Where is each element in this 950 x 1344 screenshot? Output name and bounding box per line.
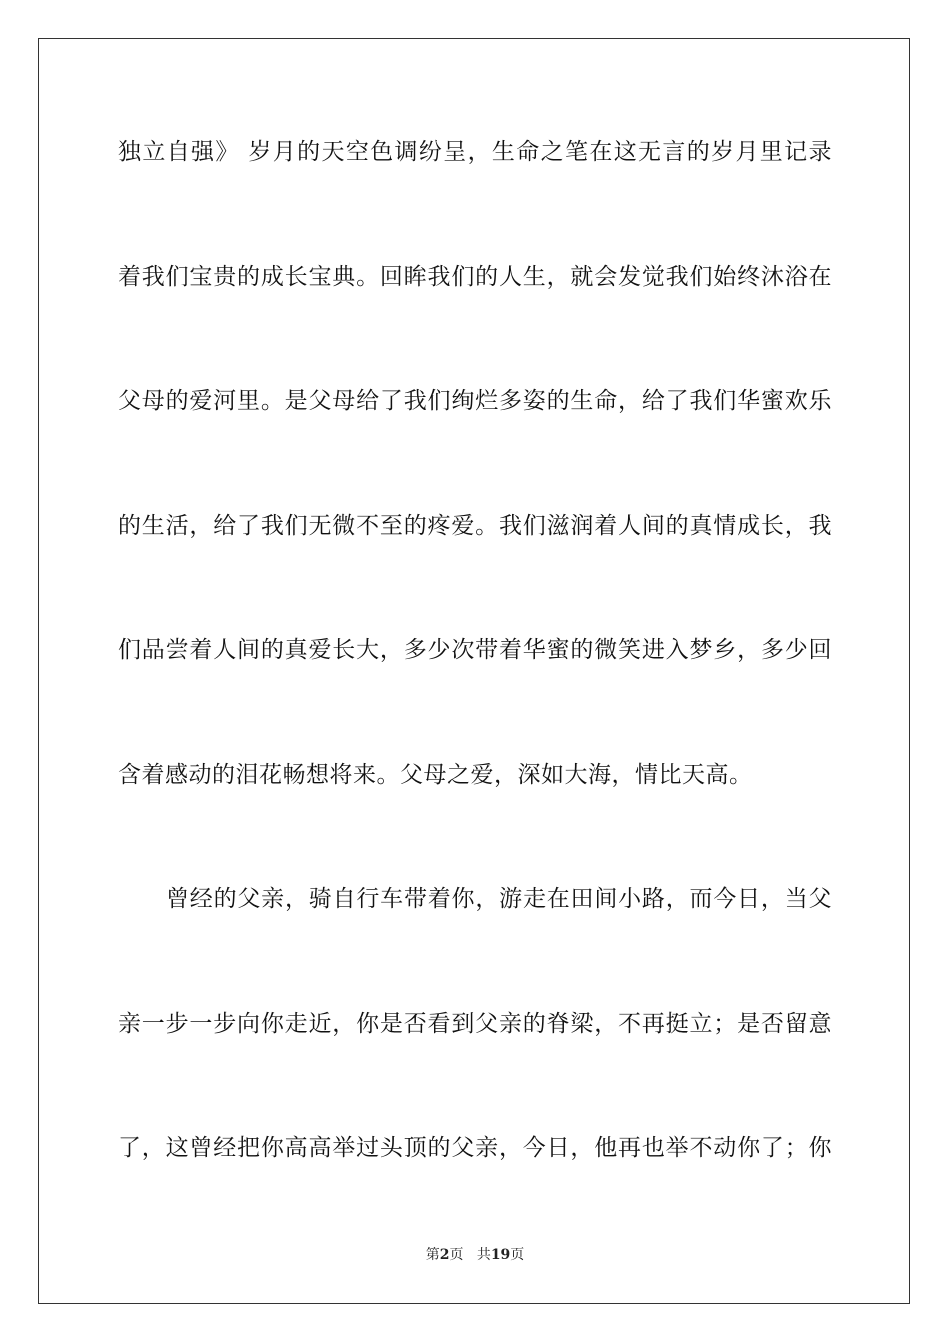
text-line-1: 独立自强》 岁月的天空色调纷呈，生命之笔在这无言的岁月里记录 (118, 139, 832, 165)
text-line-3: 父母的爱河里。是父母给了我们绚烂多姿的生命，给了我们华蜜欢乐 (118, 388, 832, 414)
text-line-2: 着我们宝贵的成长宝典。回眸我们的人生，就会发觉我们始终沐浴在 (118, 264, 832, 290)
paragraph-start-line: 曾经的父亲，骑自行车带着你，游走在田间小路，而今日，当父 (166, 886, 832, 912)
page-total: 19 (490, 1247, 511, 1263)
page-border (38, 38, 910, 1304)
text-line-4: 的生活，给了我们无微不至的疼爱。我们滋润着人间的真情成长，我 (118, 513, 832, 539)
page-prefix: 第 (425, 1247, 440, 1263)
text-line-5: 们品尝着人间的真爱长大，多少次带着华蜜的微笑进入梦乡，多少回 (118, 637, 832, 663)
total-suffix: 页 (510, 1247, 525, 1263)
page-suffix: 页 (449, 1247, 464, 1263)
text-line-6: 含着感动的泪花畅想将来。父母之爱，深如大海，情比天高。 (118, 762, 753, 788)
page-footer (0, 1246, 950, 1264)
total-prefix: 共 (476, 1247, 491, 1263)
text-line-9: 了，这曾经把你高高举过头顶的父亲，今日，他再也举不动你了；你 (118, 1135, 832, 1161)
page-current: 2 (439, 1247, 450, 1263)
text-line-8: 亲一步一步向你走近，你是否看到父亲的脊梁，不再挺立；是否留意 (118, 1011, 832, 1037)
